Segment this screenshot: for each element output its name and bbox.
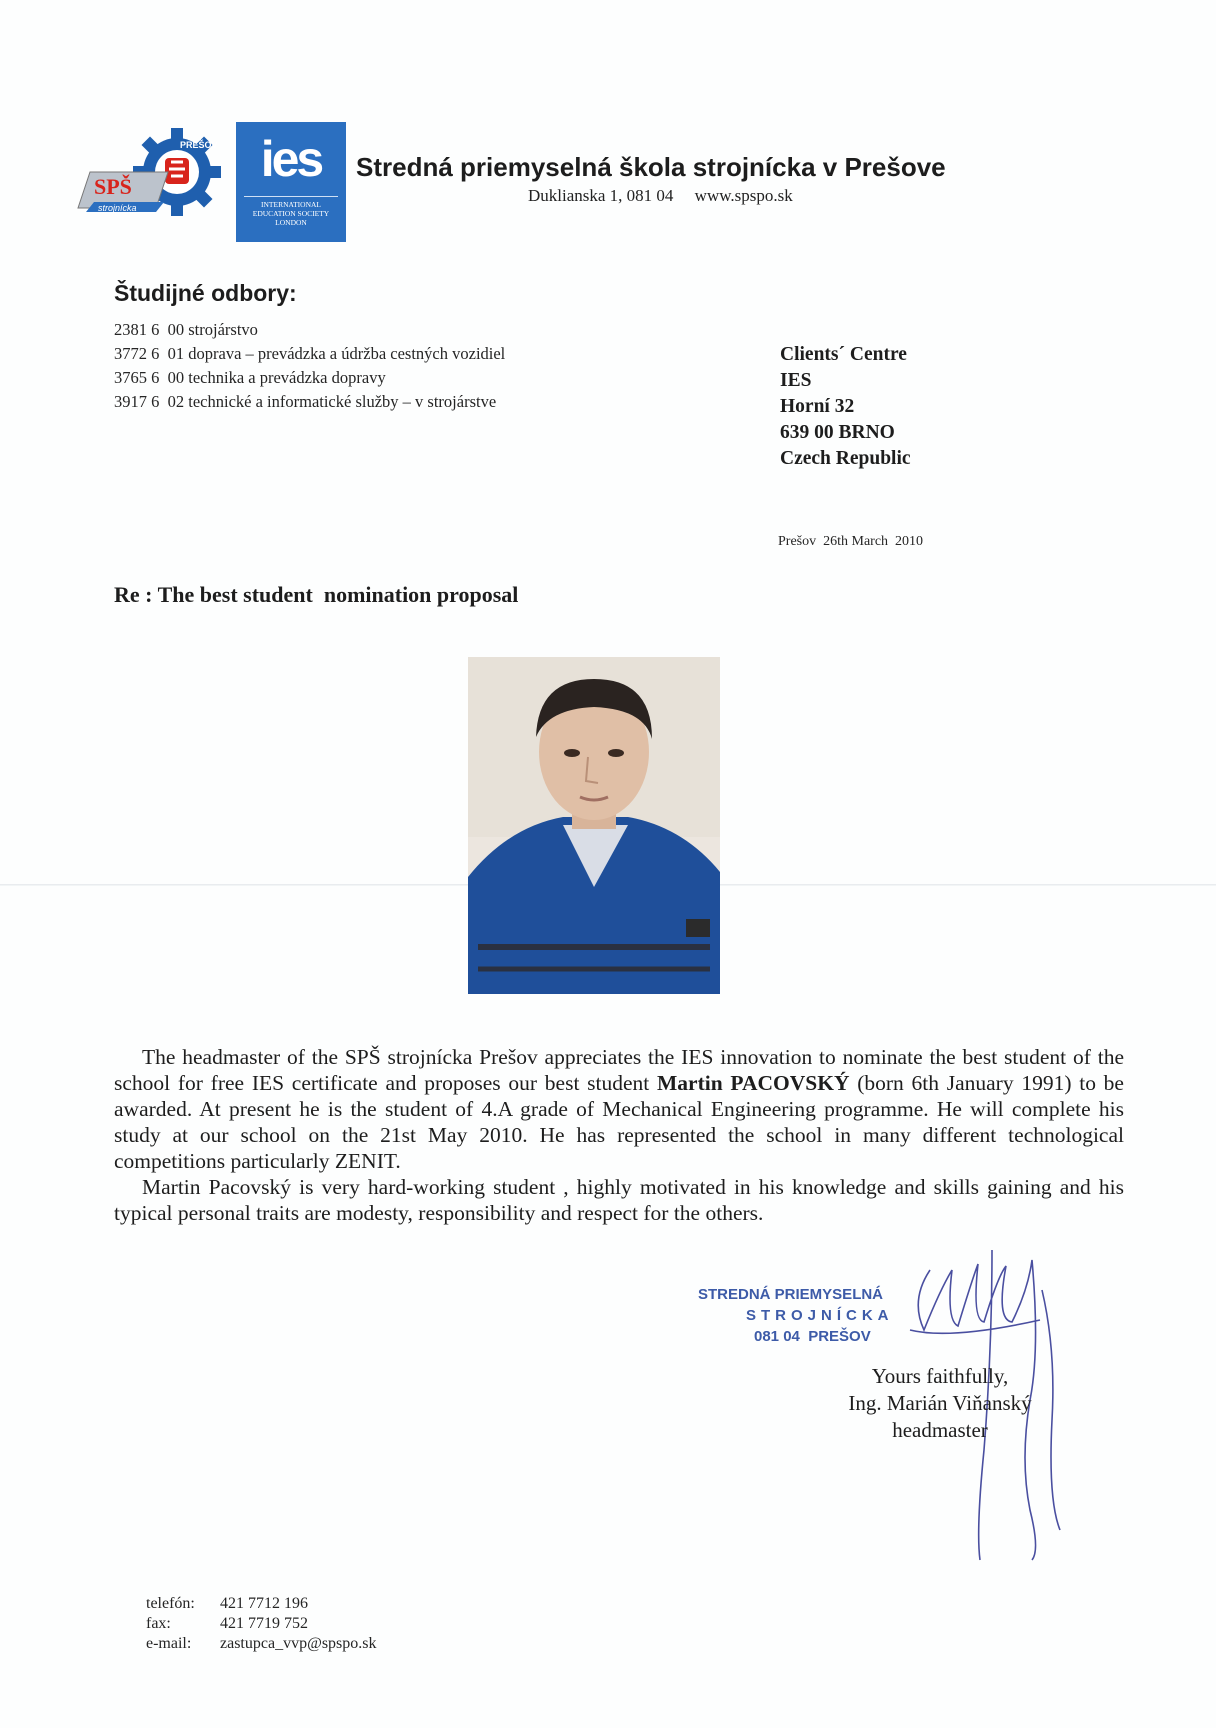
study-fields-title: Študijné odbory:	[114, 280, 297, 306]
study-field-item: 3772 6 01 doprava – prevádzka a údržba cestných vozidiel	[114, 344, 506, 363]
student-photo	[468, 657, 720, 994]
letter-date: Prešov 26th March 2010	[778, 534, 924, 549]
letter-subject: Re : The best student nomination proposal	[114, 582, 519, 607]
contact-row: telefón: 421 7712 196	[146, 1595, 308, 1612]
study-field-item: 2381 6 00 strojárstvo	[114, 320, 258, 339]
school-stamp: STREDNÁ PRIEMYSELNÁ STROJNÍCKA 081 04 PREŠOV	[698, 1286, 894, 1345]
recipient-line: 639 00 BRNO	[780, 422, 895, 443]
school-address: Duklianska 1, 081 04 www.spspo.sk	[528, 186, 793, 205]
recipient-line: IES	[780, 370, 812, 391]
body-paragraph: Martin Pacovský is very hard-working student , highly motivated in his knowledge and skills gaining and his typical personal traits are modesty, responsibility and respect for the others.	[114, 1175, 1124, 1225]
recipient-line: Horní 32	[780, 396, 855, 417]
school-name: Stredná priemyselná škola strojnícka v Prešove	[356, 152, 946, 182]
ies-logo-title: ies	[260, 131, 322, 187]
signatory-title: headmaster	[892, 1418, 988, 1442]
study-fields-list	[114, 318, 505, 414]
student-name: Martin PACOVSKÝ	[657, 1071, 850, 1095]
study-field-item: 3765 6 00 technika a prevádzka dopravy	[114, 368, 386, 387]
contact-row: e-mail: zastupca_vvp@spspo.sk	[146, 1635, 377, 1652]
closing-line: Yours faithfully,	[871, 1364, 1009, 1388]
study-field-item: 3917 6 02 technické a informatické služby – v strojárstve	[114, 392, 497, 411]
sps-logo	[72, 120, 234, 226]
body-paragraph: The headmaster of the SPŠ strojnícka Prešov appreciates the IES innovation to nominate the best student of the school for free IES certificate and proposes our best student Martin PACOVSKÝ (born 6th January 1991) to be awarded. At present he is the student of 4.A grade of Mechanical Engineering programme. He will complete his study at our school on the 21st May 2010. He has represented the school in many different technological competitions particularly ZENIT.	[114, 1045, 1124, 1173]
svg-text:SPŠ: SPŠ	[94, 174, 132, 199]
signatory-name: Ing. Marián Viňanský	[848, 1391, 1032, 1415]
contact-row: fax: 421 7719 752	[146, 1615, 308, 1632]
svg-text:PREŠOV: PREŠOV	[180, 140, 218, 150]
recipient-line: Clients´ Centre	[780, 344, 907, 365]
contact-info	[146, 1594, 377, 1654]
letter-body	[114, 1044, 1124, 1226]
ies-logo-subtitle: INTERNATIONAL EDUCATION SOCIETY LONDON	[252, 200, 330, 227]
svg-text:strojnícka: strojnícka	[98, 203, 137, 213]
recipient-line: Czech Republic	[780, 448, 911, 469]
letter-closing	[820, 1363, 1060, 1444]
recipient-address	[780, 342, 911, 472]
ies-logo	[236, 122, 346, 242]
